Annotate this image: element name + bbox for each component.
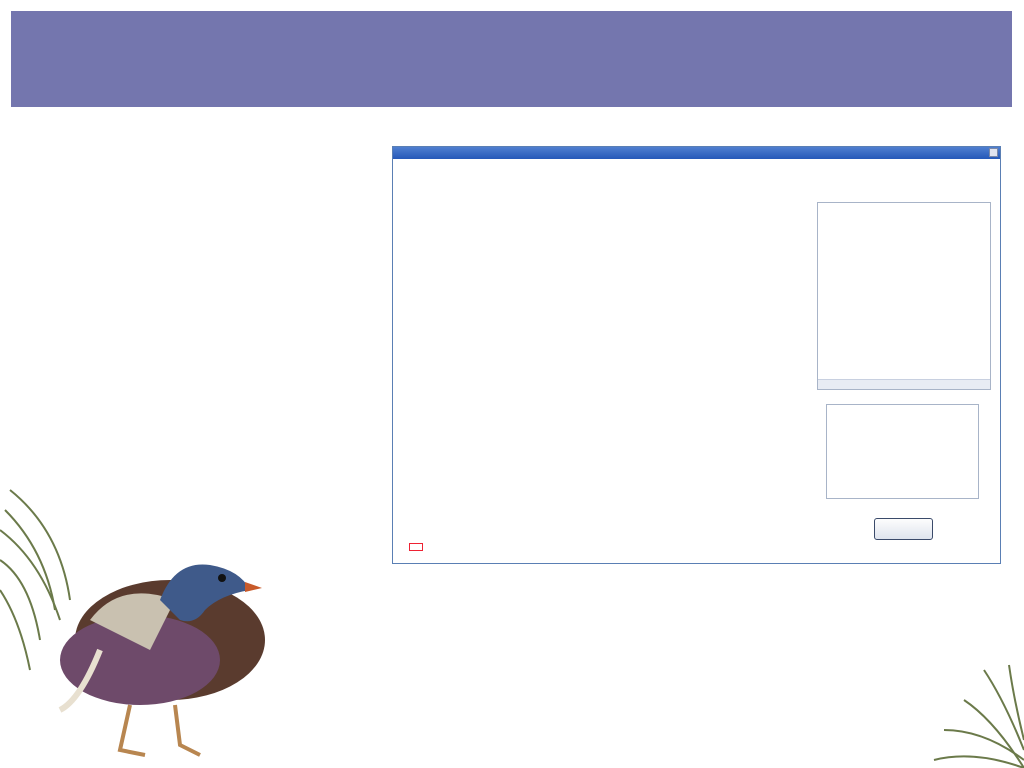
grass-decoration xyxy=(0,490,70,670)
window-titlebar xyxy=(393,147,1000,159)
save-button[interactable] xyxy=(874,518,933,540)
calendar-window xyxy=(392,146,1001,564)
today-legend xyxy=(409,543,426,551)
slide-body xyxy=(37,146,387,192)
close-icon[interactable] xyxy=(989,148,998,157)
scroll-left-icon[interactable] xyxy=(818,380,828,389)
plant-illustration xyxy=(924,660,1024,768)
event-notes[interactable] xyxy=(826,404,979,499)
tree-hscrollbar[interactable] xyxy=(818,379,990,389)
month-tree[interactable] xyxy=(817,202,991,390)
duck-illustration xyxy=(0,470,290,768)
slide-title-bar xyxy=(11,11,1012,107)
scroll-right-icon[interactable] xyxy=(980,380,990,389)
months-grid xyxy=(405,163,801,543)
today-swatch xyxy=(409,543,423,551)
